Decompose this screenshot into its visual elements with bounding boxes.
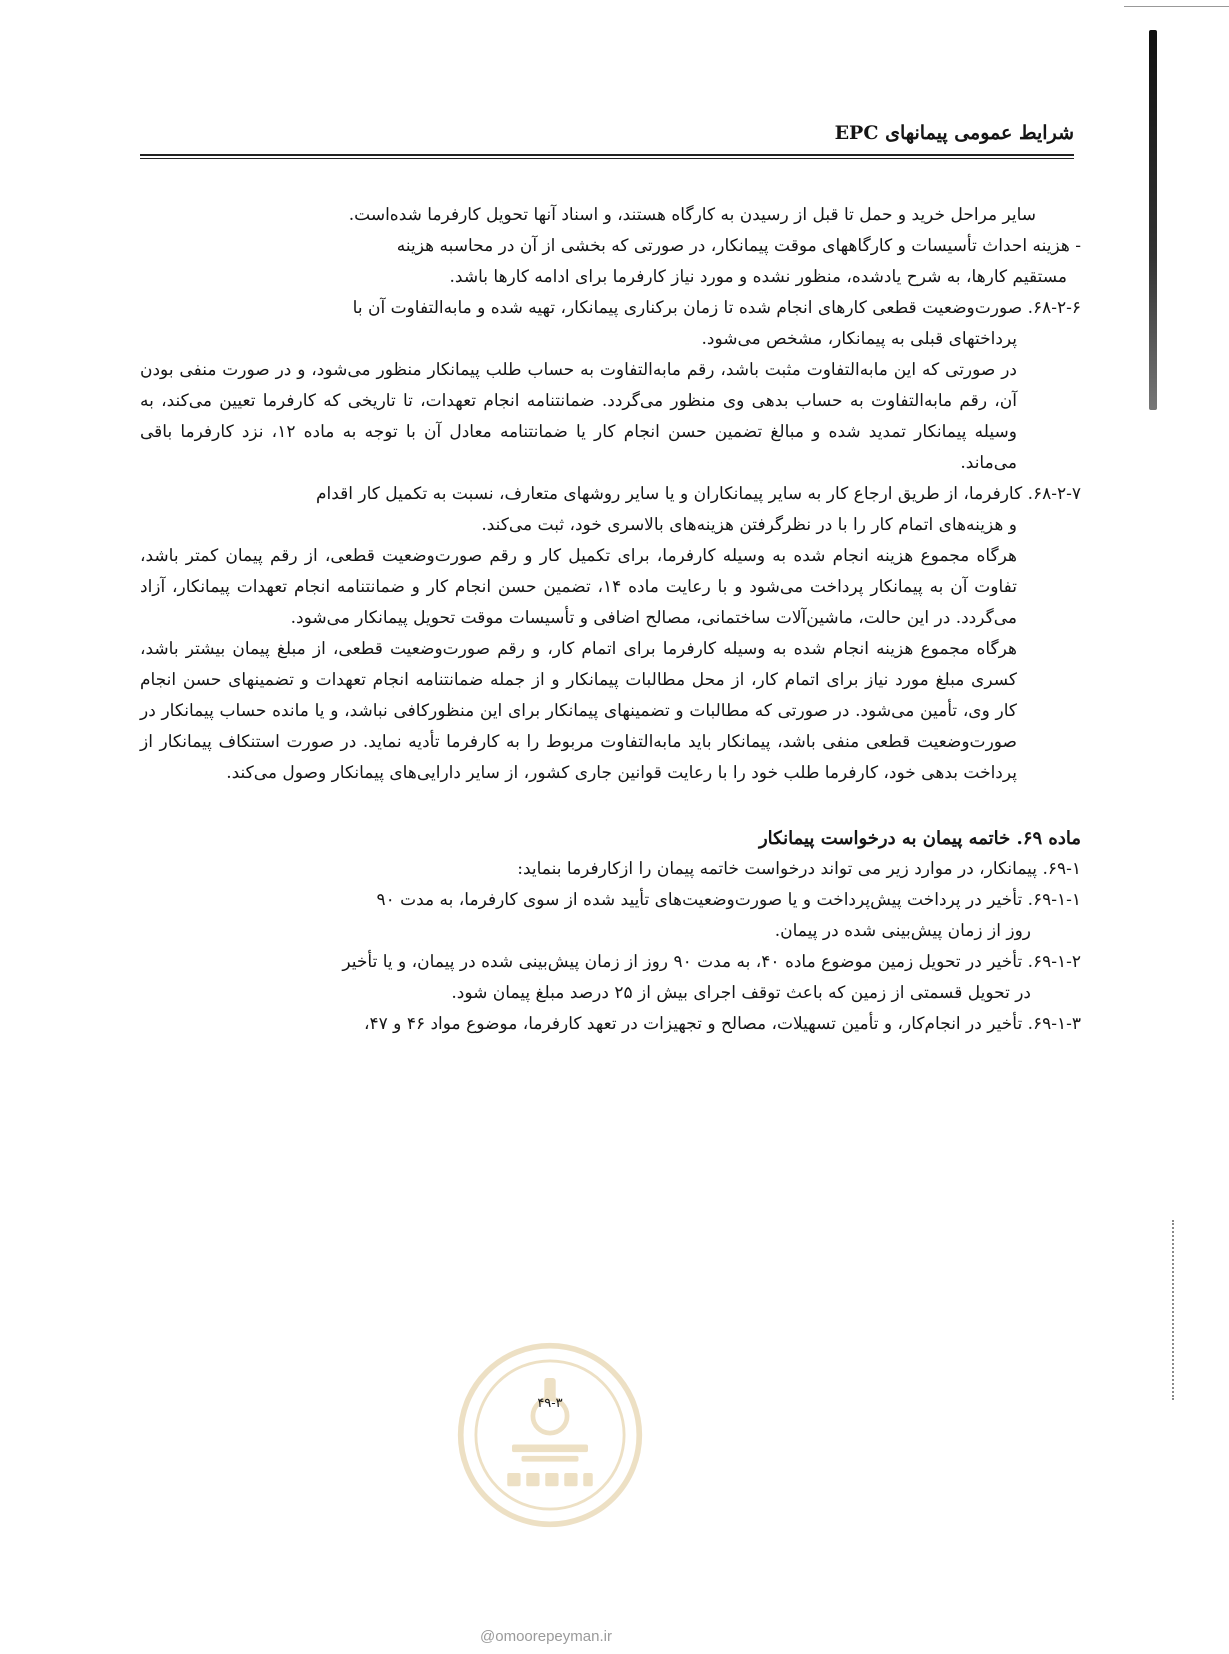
header-title: شرایط عمومی پیمانهای EPC — [834, 122, 1074, 144]
paragraph: و هزینه‌های اتمام کار را با در نظرگرفتن هزینه‌های بالاسری خود، ثبت می‌کند. — [481, 515, 1017, 535]
section-title: ماده ۶۹. خاتمه پیمان به درخواست پیمانکار — [758, 828, 1081, 849]
clause-68-2-6: ۶۸-۲-۶. صورت‌وضعیت قطعی کارهای انجام شده تا زمان برکناری پیمانکار، تهیه شده و مابه‌التفاوت آن با — [352, 298, 1081, 318]
watermark-text: @omoorepeyman.ir — [480, 1628, 612, 1645]
clause-68-2-7: ۶۸-۲-۷. کارفرما، از طریق ارجاع کار به سایر پیمانکاران و یا سایر روشهای متعارف، نسبت به تکمیل کار اقدام — [315, 484, 1081, 504]
top-edge-rule — [1124, 6, 1229, 7]
clause-69-1-3: ۶۹-۱-۳. تأخیر در انجام‌کار، و تأمین تسهیلات، مصالح و تجهیزات در تعهد کارفرما، موضوع مواد ۴۶ و ۴۷، — [364, 1014, 1081, 1034]
paragraph: روز از زمان پیش‌بینی شده در پیمان. — [774, 921, 1031, 941]
paragraph: در صورتی که این مابه‌التفاوت مثبت باشد، رقم مابه‌التفاوت به حساب طلب پیمانکار منظور می‌شود، و در صورت منفی بودن آن، رقم مابه‌التفاوت به حساب بدهی وی منظور می‌گردد. ضمانتنامه انجام تعهدات، تا تاریخی که کارفرما تعیین می‌کند، به وسیله پیمانکار تمدید شده و مبالغ تضمین حسن انجام کار یا ضمانتنامه معادل آن با توجه به ماده ۱۲، نزد کارفرما باقی می‌ماند. — [140, 360, 1017, 473]
paragraph: هرگاه مجموع هزینه انجام شده به وسیله کارفرما برای اتمام کار، و رقم صورت‌وضعیت قطعی، از مبلغ پیمان بیشتر باشد، کسری مبلغ مورد نیاز برای اتمام کار، از محل مطالبات پیمانکار و از جمله ضمانتنامه انجام تعهدات و تضمینهای حسن انجام کار وی، تأمین می‌شود. در صورتی که مطالبات و تضمینهای پیمانکار برای این منظورکافی نباشد، و یا مانده حساب پیمانکار در صورت‌وضعیت قطعی منفی باشد، پیمانکار باید مابه‌التفاوت مربوط را به کارفرما تأدیه نماید. در صورت استنکاف پیمانکار از پرداخت بدهی خود، کارفرما طلب خود را با رعایت قوانین جاری کشور، از سایر دارایی‌های پیمانکار وصول می‌کند. — [140, 639, 1017, 783]
paragraph: در تحویل قسمتی از زمین که باعث توقف اجرای بیش از ۲۵ درصد مبلغ پیمان شود. — [451, 983, 1031, 1003]
paragraph: - هزینه احداث تأسیسات و کارگاههای موقت پیمانکار، در صورتی که بخشی از آن در محاسبه هزینه — [396, 236, 1081, 256]
page-number: ۴۹-۳ — [537, 1396, 563, 1411]
paragraph: مستقیم کارها، به شرح یادشده، منظور نشده و مورد نیاز کارفرما برای ادامه کارها باشد. — [449, 267, 1067, 287]
scan-edge-dots — [1170, 1220, 1174, 1400]
page-content — [140, 200, 1081, 1040]
watermark-seal-icon — [455, 1340, 645, 1530]
header-rule-thin — [140, 158, 1074, 159]
paragraph: سایر مراحل خرید و حمل تا قبل از رسیدن به کارگاه هستند، و اسناد آنها تحویل کارفرما شده‌است. — [348, 205, 1036, 225]
clause-69-1-2: ۶۹-۱-۲. تأخیر در تحویل زمین موضوع ماده ۴۰، به مدت ۹۰ روز از زمان پیش‌بینی شده در پیمان، و یا تأخیر — [342, 952, 1081, 972]
header-rule — [140, 154, 1074, 156]
paragraph: پرداختهای قبلی به پیمانکار، مشخص می‌شود. — [701, 329, 1017, 349]
clause-69-1-1: ۶۹-۱-۱. تأخیر در پرداخت پیش‌پرداخت و یا صورت‌وضعیت‌های تأیید شده از سوی کارفرما، به مدت ۹۰ — [376, 890, 1081, 910]
page-header — [140, 118, 1074, 158]
scan-binding-edge — [1149, 30, 1157, 410]
paragraph: هرگاه مجموع هزینه انجام شده به وسیله کارفرما، برای تکمیل کار و رقم صورت‌وضعیت قطعی، از رقم پیمان کمتر باشد، تفاوت آن به پیمانکار پرداخت می‌شود و با رعایت ماده ۱۴، تضمین حسن انجام کار و ضمانتنامه انجام تعهدات پیمانکار، آزاد می‌گردد. در این حالت، ماشین‌آلات ساختمانی، مصالح اضافی و تأسیسات موقت تحویل پیمانکار می‌شود. — [140, 546, 1017, 628]
clause-69-1: ۶۹-۱. پیمانکار، در موارد زیر می تواند درخواست خاتمه پیمان را ازکارفرما بنماید: — [517, 859, 1081, 879]
